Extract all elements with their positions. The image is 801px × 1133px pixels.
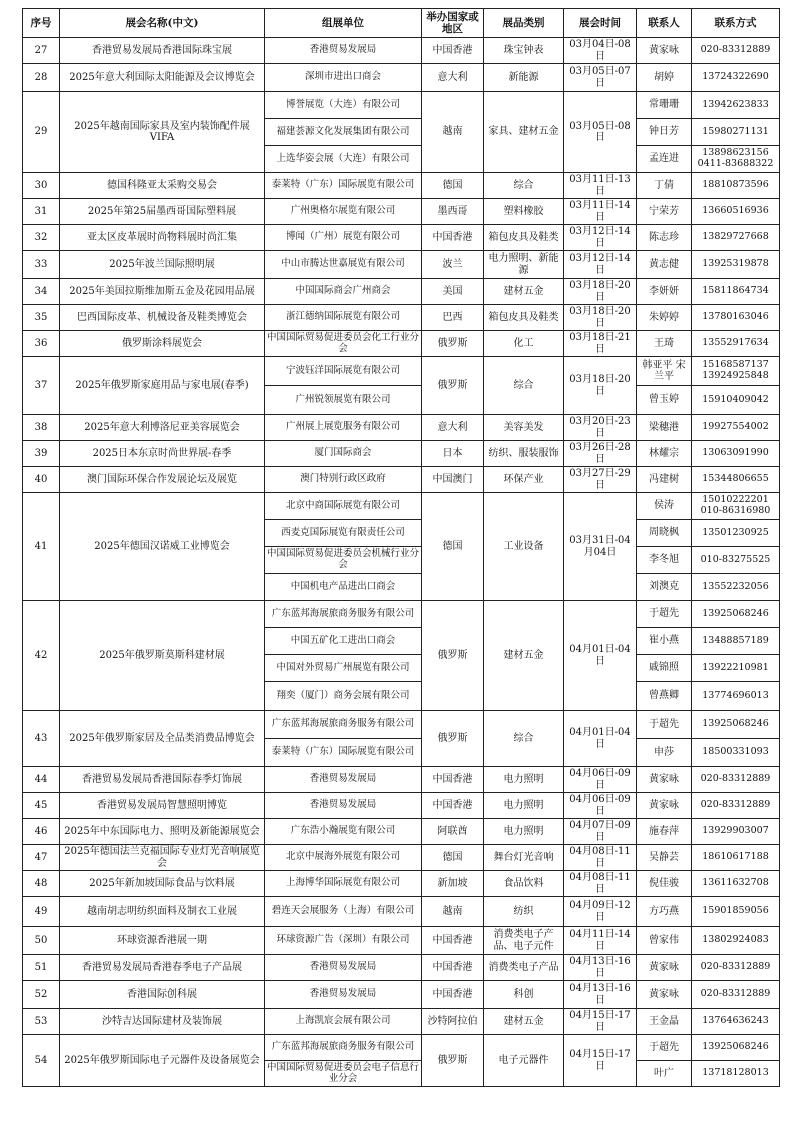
row-number-cell: 40 [23, 467, 60, 493]
contact-person-cell: 黄家咏 [637, 793, 692, 819]
date-cell: 03月18日-20日 [564, 305, 637, 331]
country-cell: 美国 [422, 279, 484, 305]
organizer-cell: 中国国际商会广州商会 [265, 279, 422, 305]
contact-phone-cell: 13660516936 [692, 199, 780, 225]
table-row [23, 871, 780, 897]
category-cell: 电力照明 [484, 819, 564, 845]
category-cell: 家具、建材五金 [484, 92, 564, 173]
contact-phone-cell: 15344806655 [692, 467, 780, 493]
country-cell: 德国 [422, 173, 484, 199]
table-row [23, 767, 780, 793]
contact-phone-cell: 18500331093 [692, 739, 780, 767]
organizer-cell: 北京中展海外展览有限公司 [265, 845, 422, 871]
exhibition-name-cell: 俄罗斯涂料展览会 [60, 331, 265, 357]
table-row [23, 415, 780, 441]
row-number-cell: 32 [23, 225, 60, 251]
contact-person-cell: 戚锦照 [637, 655, 692, 682]
category-cell: 新能源 [484, 64, 564, 92]
contact-phone-cell: 19927554002 [692, 415, 780, 441]
contact-person-cell: 黄家咏 [637, 767, 692, 793]
table-row [23, 38, 780, 64]
date-cell: 04月06日-09日 [564, 767, 637, 793]
table-row [23, 251, 780, 279]
row-number-cell: 39 [23, 441, 60, 467]
organizer-cell: 碧连天会展服务（上海）有限公司 [265, 897, 422, 927]
contact-phone-cell: 13925068246 [692, 1035, 780, 1061]
table-row [23, 927, 780, 955]
contact-person-cell: 黄志健 [637, 251, 692, 279]
table-row [23, 981, 780, 1009]
date-cell: 03月20日-23日 [564, 415, 637, 441]
table-row [23, 64, 780, 92]
table-row [23, 467, 780, 493]
organizer-cell: 澳门特别行政区政府 [265, 467, 422, 493]
organizer-cell: 广州锐领展览有限公司 [265, 386, 422, 415]
country-cell: 中国香港 [422, 981, 484, 1009]
date-cell: 04月08日-11日 [564, 871, 637, 897]
contact-person-cell: 申莎 [637, 739, 692, 767]
contact-person-cell: 林耀宗 [637, 441, 692, 467]
country-cell: 俄罗斯 [422, 711, 484, 767]
contact-phone-cell: 020-83312889 [692, 38, 780, 64]
country-cell: 中国香港 [422, 955, 484, 981]
date-cell: 04月06日-09日 [564, 793, 637, 819]
row-number-cell: 31 [23, 199, 60, 225]
exhibition-name-cell: 环球资源香港展一期 [60, 927, 265, 955]
date-cell: 04月07日-09日 [564, 819, 637, 845]
country-cell: 巴西 [422, 305, 484, 331]
contact-person-cell: 曾燕卿 [637, 682, 692, 711]
contact-person-cell: 钟日芳 [637, 119, 692, 146]
date-cell: 04月15日-17日 [564, 1009, 637, 1035]
row-number-cell: 47 [23, 845, 60, 871]
date-cell: 04月09日-12日 [564, 897, 637, 927]
contact-person-cell: 周晓枫 [637, 520, 692, 547]
country-cell: 俄罗斯 [422, 1035, 484, 1087]
date-cell: 03月18日-20日 [564, 357, 637, 415]
date-cell: 03月11日-13日 [564, 173, 637, 199]
header-cell: 组展单位 [265, 9, 422, 38]
contact-person-cell: 于超先 [637, 1035, 692, 1061]
exhibition-name-cell: 澳门国际环保合作发展论坛及展览 [60, 467, 265, 493]
category-cell: 箱包皮具及鞋类 [484, 305, 564, 331]
country-cell: 德国 [422, 845, 484, 871]
table-row [23, 441, 780, 467]
exhibition-table [22, 8, 780, 1087]
contact-phone-cell: 13552232056 [692, 574, 780, 601]
row-number-cell: 34 [23, 279, 60, 305]
contact-phone-cell: 13501230925 [692, 520, 780, 547]
category-cell: 建材五金 [484, 1009, 564, 1035]
contact-person-cell: 李冬旭 [637, 547, 692, 574]
organizer-cell: 广东浩小瀚展览有限公司 [265, 819, 422, 845]
table-row [23, 357, 780, 386]
category-cell: 化工 [484, 331, 564, 357]
contact-phone-cell: 13942623833 [692, 92, 780, 119]
contact-phone-cell: 13552917634 [692, 331, 780, 357]
exhibition-name-cell: 香港贸易发展局香港国际春季灯饰展 [60, 767, 265, 793]
contact-phone-cell: 13925068246 [692, 711, 780, 739]
exhibition-name-cell: 2025年波兰国际照明展 [60, 251, 265, 279]
table-row [23, 845, 780, 871]
contact-phone-cell: 13774696013 [692, 682, 780, 711]
exhibition-name-cell: 2025年意大利博洛尼亚美容展览会 [60, 415, 265, 441]
country-cell: 新加坡 [422, 871, 484, 897]
category-cell: 箱包皮具及鞋类 [484, 225, 564, 251]
contact-phone-cell: 13724322690 [692, 64, 780, 92]
contact-phone-cell: 13802924083 [692, 927, 780, 955]
header-cell: 联系人 [637, 9, 692, 38]
row-number-cell: 50 [23, 927, 60, 955]
exhibition-name-cell: 2025年新加坡国际食品与饮料展 [60, 871, 265, 897]
country-cell: 中国香港 [422, 793, 484, 819]
row-number-cell: 51 [23, 955, 60, 981]
contact-phone-cell: 15901859056 [692, 897, 780, 927]
exhibition-name-cell: 香港贸易发展局智慧照明博览 [60, 793, 265, 819]
country-cell: 中国香港 [422, 38, 484, 64]
category-cell: 纺织 [484, 897, 564, 927]
table-row [23, 305, 780, 331]
row-number-cell: 43 [23, 711, 60, 767]
date-cell: 03月12日-14日 [564, 225, 637, 251]
header-cell: 展会时间 [564, 9, 637, 38]
contact-person-cell: 黄家咏 [637, 955, 692, 981]
contact-person-cell: 吴静芸 [637, 845, 692, 871]
header-cell: 举办国家或地区 [422, 9, 484, 38]
category-cell: 电力照明、新能源 [484, 251, 564, 279]
organizer-cell: 香港贸易发展局 [265, 955, 422, 981]
country-cell: 意大利 [422, 415, 484, 441]
contact-person-cell: 朱婷婷 [637, 305, 692, 331]
country-cell: 阿联酋 [422, 819, 484, 845]
row-number-cell: 28 [23, 64, 60, 92]
row-number-cell: 52 [23, 981, 60, 1009]
contact-phone-cell: 18810873596 [692, 173, 780, 199]
organizer-cell: 中国国际贸易促进委员会化工行业分会 [265, 331, 422, 357]
organizer-cell: 香港贸易发展局 [265, 38, 422, 64]
contact-person-cell: 曾家伟 [637, 927, 692, 955]
row-number-cell: 27 [23, 38, 60, 64]
organizer-cell: 北京中商国际展览有限公司 [265, 493, 422, 520]
date-cell: 03月26日-28日 [564, 441, 637, 467]
organizer-cell: 上海凯宸会展有限公司 [265, 1009, 422, 1035]
country-cell: 中国澳门 [422, 467, 484, 493]
category-cell: 综合 [484, 173, 564, 199]
date-cell: 03月18日-21日 [564, 331, 637, 357]
contact-phone-cell: 15168587137 13924925848 [692, 357, 780, 386]
exhibition-name-cell: 2025年德国汉诺威工业博览会 [60, 493, 265, 601]
date-cell: 03月05日-07日 [564, 64, 637, 92]
category-cell: 电力照明 [484, 793, 564, 819]
category-cell: 消费类电子产品 [484, 955, 564, 981]
category-cell: 电子元器件 [484, 1035, 564, 1087]
row-number-cell: 42 [23, 601, 60, 711]
contact-phone-cell: 13925319878 [692, 251, 780, 279]
organizer-cell: 中国五矿化工进出口商会 [265, 628, 422, 655]
row-number-cell: 46 [23, 819, 60, 845]
country-cell: 波兰 [422, 251, 484, 279]
exhibition-name-cell: 2025年俄罗斯家庭用品与家电展(春季) [60, 357, 265, 415]
contact-phone-cell: 15980271131 [692, 119, 780, 146]
contact-person-cell: 施春萍 [637, 819, 692, 845]
table-row [23, 279, 780, 305]
contact-person-cell: 宁荣芳 [637, 199, 692, 225]
row-number-cell: 48 [23, 871, 60, 897]
contact-phone-cell: 020-83312889 [692, 767, 780, 793]
contact-phone-cell: 020-83312889 [692, 981, 780, 1009]
row-number-cell: 29 [23, 92, 60, 173]
date-cell: 04月13日-16日 [564, 955, 637, 981]
contact-phone-cell: 13611632708 [692, 871, 780, 897]
contact-person-cell: 常珊珊 [637, 92, 692, 119]
table-row [23, 225, 780, 251]
country-cell: 日本 [422, 441, 484, 467]
organizer-cell: 广州奥格尔展览有限公司 [265, 199, 422, 225]
date-cell: 03月31日-04月04日 [564, 493, 637, 601]
contact-phone-cell: 15811864734 [692, 279, 780, 305]
organizer-cell: 广东蓝邦海展旅商务服务有限公司 [265, 1035, 422, 1061]
contact-person-cell: 王金晶 [637, 1009, 692, 1035]
table-row [23, 331, 780, 357]
contact-person-cell: 于超先 [637, 601, 692, 628]
organizer-cell: 中山市腾达世嘉展览有限公司 [265, 251, 422, 279]
organizer-cell: 博闻（广州）展览有限公司 [265, 225, 422, 251]
header-cell: 序号 [23, 9, 60, 38]
category-cell: 综合 [484, 711, 564, 767]
contact-person-cell: 胡婷 [637, 64, 692, 92]
contact-phone-cell: 13063091990 [692, 441, 780, 467]
exhibition-name-cell: 2025年第25届墨西哥国际塑料展 [60, 199, 265, 225]
category-cell: 环保产业 [484, 467, 564, 493]
row-number-cell: 35 [23, 305, 60, 331]
organizer-cell: 深圳市进出口商会 [265, 64, 422, 92]
contact-person-cell: 孟连进 [637, 146, 692, 173]
category-cell: 消费类电子产品、电子元件 [484, 927, 564, 955]
country-cell: 越南 [422, 92, 484, 173]
country-cell: 俄罗斯 [422, 331, 484, 357]
table-row [23, 793, 780, 819]
table-row [23, 1035, 780, 1061]
row-number-cell: 45 [23, 793, 60, 819]
contact-phone-cell: 13829727668 [692, 225, 780, 251]
table-row [23, 601, 780, 628]
organizer-cell: 中国国际贸易促进委员会电子信息行业分会 [265, 1061, 422, 1087]
contact-phone-cell: 13718128013 [692, 1061, 780, 1087]
row-number-cell: 44 [23, 767, 60, 793]
row-number-cell: 36 [23, 331, 60, 357]
category-cell: 电力照明 [484, 767, 564, 793]
organizer-cell: 香港贸易发展局 [265, 793, 422, 819]
exhibition-name-cell: 2025年美国拉斯维加斯五金及花园用品展 [60, 279, 265, 305]
exhibition-name-cell: 香港国际创科展 [60, 981, 265, 1009]
exhibition-name-cell: 2025年俄罗斯家居及全品类消费品博览会 [60, 711, 265, 767]
organizer-cell: 中国国际贸易促进委员会机械行业分会 [265, 547, 422, 574]
date-cell: 03月27日-29日 [564, 467, 637, 493]
date-cell: 04月15日-17日 [564, 1035, 637, 1087]
row-number-cell: 54 [23, 1035, 60, 1087]
exhibition-name-cell: 香港贸易发展局香港春季电子产品展 [60, 955, 265, 981]
contact-phone-cell: 15010222201 010-86316980 [692, 493, 780, 520]
date-cell: 04月01日-04日 [564, 711, 637, 767]
contact-person-cell: 李妍妍 [637, 279, 692, 305]
table-row [23, 92, 780, 119]
contact-phone-cell: 010-83275525 [692, 547, 780, 574]
table-header-row [23, 9, 780, 38]
header-cell: 展会名称(中文) [60, 9, 265, 38]
category-cell: 综合 [484, 357, 564, 415]
contact-person-cell: 于超先 [637, 711, 692, 739]
category-cell: 塑料橡胶 [484, 199, 564, 225]
category-cell: 建材五金 [484, 279, 564, 305]
organizer-cell: 福建荟源文化发展集团有限公司 [265, 119, 422, 146]
organizer-cell: 博誉展览（大连）有限公司 [265, 92, 422, 119]
organizer-cell: 翔奕（厦门）商务会展有限公司 [265, 682, 422, 711]
table-row [23, 955, 780, 981]
date-cell: 04月08日-11日 [564, 845, 637, 871]
category-cell: 舞台灯光音响 [484, 845, 564, 871]
header-cell: 联系方式 [692, 9, 780, 38]
country-cell: 俄罗斯 [422, 357, 484, 415]
organizer-cell: 宁波钰洋国际展览有限公司 [265, 357, 422, 386]
exhibition-name-cell: 2025年俄罗斯国际电子元器件及设备展览会 [60, 1035, 265, 1087]
exhibition-name-cell: 德国科隆亚太采购交易会 [60, 173, 265, 199]
category-cell: 工业设备 [484, 493, 564, 601]
organizer-cell: 广州展上展览服务有限公司 [265, 415, 422, 441]
date-cell: 03月05日-08日 [564, 92, 637, 173]
country-cell: 德国 [422, 493, 484, 601]
category-cell: 纺织、服装服饰 [484, 441, 564, 467]
contact-person-cell: 曾玉婷 [637, 386, 692, 415]
row-number-cell: 53 [23, 1009, 60, 1035]
contact-phone-cell: 13922210981 [692, 655, 780, 682]
organizer-cell: 香港贸易发展局 [265, 981, 422, 1009]
date-cell: 03月12日-14日 [564, 251, 637, 279]
row-number-cell: 33 [23, 251, 60, 279]
contact-phone-cell: 13488857189 [692, 628, 780, 655]
exhibition-name-cell: 2025年中东国际电力、照明及新能源展览会 [60, 819, 265, 845]
exhibition-name-cell: 2025日本东京时尚世界展-春季 [60, 441, 265, 467]
organizer-cell: 中国机电产品进出口商会 [265, 574, 422, 601]
date-cell: 03月04日-08日 [564, 38, 637, 64]
contact-person-cell: 黄家咏 [637, 981, 692, 1009]
exhibition-name-cell: 亚太区皮革展时尚物料展时尚汇集 [60, 225, 265, 251]
country-cell: 中国香港 [422, 927, 484, 955]
exhibition-table-wrapper [22, 8, 779, 1087]
category-cell: 珠宝钟表 [484, 38, 564, 64]
row-number-cell: 49 [23, 897, 60, 927]
exhibition-name-cell: 巴西国际皮革、机械设备及鞋类博览会 [60, 305, 265, 331]
table-row [23, 897, 780, 927]
category-cell: 建材五金 [484, 601, 564, 711]
contact-person-cell: 陈志珍 [637, 225, 692, 251]
exhibition-name-cell: 2025年意大利国际太阳能源及会议博览会 [60, 64, 265, 92]
table-row [23, 1009, 780, 1035]
contact-person-cell: 冯建树 [637, 467, 692, 493]
row-number-cell: 41 [23, 493, 60, 601]
category-cell: 食品饮料 [484, 871, 564, 897]
contact-person-cell: 方巧燕 [637, 897, 692, 927]
contact-person-cell: 王琦 [637, 331, 692, 357]
country-cell: 俄罗斯 [422, 601, 484, 711]
contact-phone-cell: 020-83312889 [692, 793, 780, 819]
exhibition-name-cell: 2025年德国法兰克福国际专业灯光音响展览会 [60, 845, 265, 871]
contact-person-cell: 倪佳骏 [637, 871, 692, 897]
country-cell: 沙特阿拉伯 [422, 1009, 484, 1035]
date-cell: 04月01日-04日 [564, 601, 637, 711]
table-row [23, 173, 780, 199]
exhibition-name-cell: 沙特吉达国际建材及装饰展 [60, 1009, 265, 1035]
contact-phone-cell: 18610617188 [692, 845, 780, 871]
country-cell: 墨西哥 [422, 199, 484, 225]
organizer-cell: 浙江德纳国际展览有限公司 [265, 305, 422, 331]
contact-phone-cell: 020-83312889 [692, 955, 780, 981]
country-cell: 中国香港 [422, 767, 484, 793]
header-cell: 展品类别 [484, 9, 564, 38]
organizer-cell: 厦门国际商会 [265, 441, 422, 467]
contact-person-cell: 侯涛 [637, 493, 692, 520]
table-row [23, 819, 780, 845]
contact-person-cell: 崔小燕 [637, 628, 692, 655]
organizer-cell: 上选华姿会展（大连）有限公司 [265, 146, 422, 173]
contact-person-cell: 韩亚平 宋兰平 [637, 357, 692, 386]
table-row [23, 199, 780, 225]
category-cell: 美容美发 [484, 415, 564, 441]
exhibition-name-cell: 香港贸易发展局香港国际珠宝展 [60, 38, 265, 64]
exhibition-name-cell: 2025年俄罗斯莫斯科建材展 [60, 601, 265, 711]
organizer-cell: 广东蓝邦海展旅商务服务有限公司 [265, 711, 422, 739]
contact-phone-cell: 13780163046 [692, 305, 780, 331]
contact-person-cell: 梁穗港 [637, 415, 692, 441]
contact-phone-cell: 13925068246 [692, 601, 780, 628]
contact-phone-cell: 15910409042 [692, 386, 780, 415]
contact-person-cell: 丁倩 [637, 173, 692, 199]
contact-person-cell: 刘澳克 [637, 574, 692, 601]
country-cell: 中国香港 [422, 225, 484, 251]
organizer-cell: 泰莱特（广东）国际展览有限公司 [265, 173, 422, 199]
contact-person-cell: 叶广 [637, 1061, 692, 1087]
organizer-cell: 香港贸易发展局 [265, 767, 422, 793]
date-cell: 03月18日-20日 [564, 279, 637, 305]
organizer-cell: 西麦克国际展览有限责任公司 [265, 520, 422, 547]
date-cell: 03月11日-14日 [564, 199, 637, 225]
organizer-cell: 泰莱特（广东）国际展览有限公司 [265, 739, 422, 767]
contact-phone-cell: 13929903007 [692, 819, 780, 845]
row-number-cell: 30 [23, 173, 60, 199]
exhibition-name-cell: 越南胡志明纺织面料及制衣工业展 [60, 897, 265, 927]
country-cell: 越南 [422, 897, 484, 927]
organizer-cell: 中国对外贸易广州展览有限公司 [265, 655, 422, 682]
organizer-cell: 上海博华国际展览有限公司 [265, 871, 422, 897]
contact-phone-cell: 13898623156 0411-83688322 [692, 146, 780, 173]
date-cell: 04月13日-16日 [564, 981, 637, 1009]
contact-phone-cell: 13764636243 [692, 1009, 780, 1035]
table-row [23, 711, 780, 739]
date-cell: 04月11日-14日 [564, 927, 637, 955]
row-number-cell: 37 [23, 357, 60, 415]
table-row [23, 493, 780, 520]
exhibition-name-cell: 2025年越南国际家具及室内装饰配件展 VIFA [60, 92, 265, 173]
row-number-cell: 38 [23, 415, 60, 441]
organizer-cell: 环球资源广告（深圳）有限公司 [265, 927, 422, 955]
organizer-cell: 广东蓝邦海展旅商务服务有限公司 [265, 601, 422, 628]
country-cell: 意大利 [422, 64, 484, 92]
category-cell: 科创 [484, 981, 564, 1009]
contact-person-cell: 黄家咏 [637, 38, 692, 64]
